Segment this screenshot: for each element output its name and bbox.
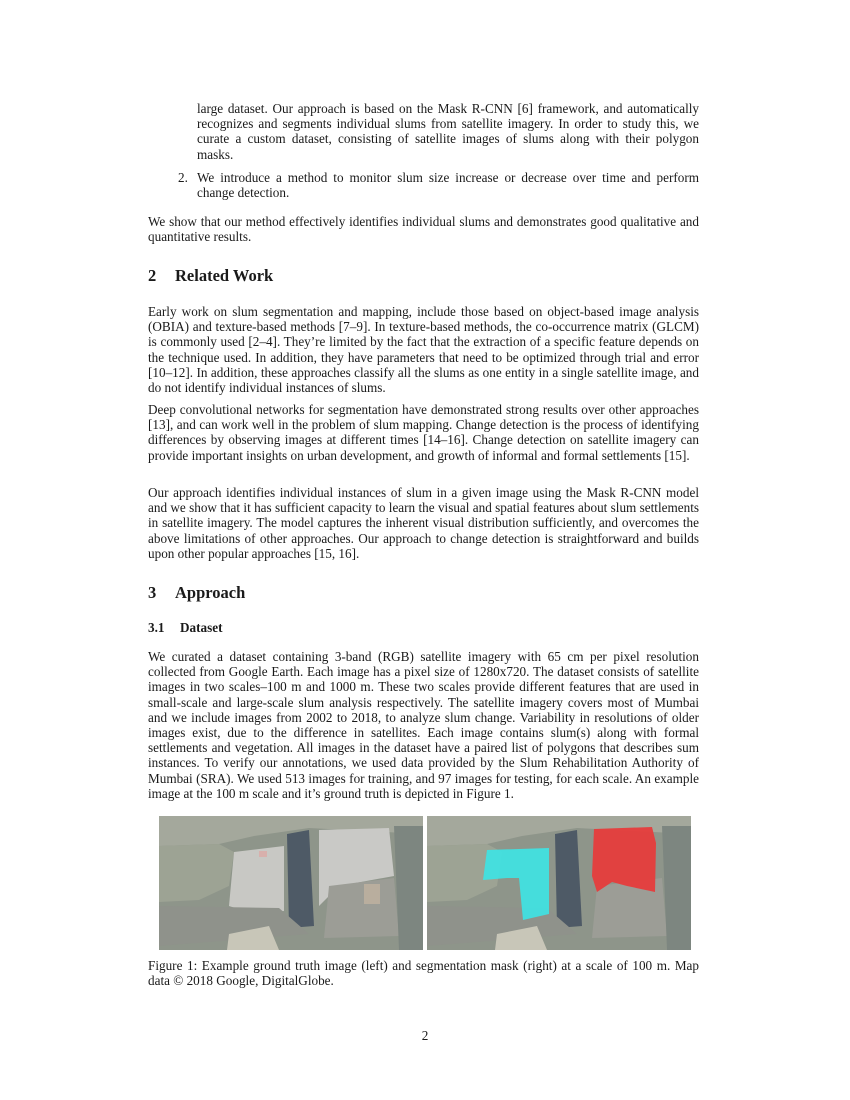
subsection-title: Dataset [180,620,223,635]
subsection-heading-dataset [148,620,222,635]
page-number: 2 [421,1028,429,1043]
contribution-item-1-continuation: large dataset. Our approach is based on the Mask R-CNN [6] framework, and automatically recognizes and segments individual slums from satellite imagery. In order to study this, we curate a custom dataset, consisting of satellite images of slums along with their polygon masks. [197,101,699,162]
intro-closing-paragraph: We show that our method effectively identifies individual slums and demonstrates good qualitative and quantitative results. [148,214,699,245]
figure-1-caption: Figure 1: Example ground truth image (left) and segmentation mask (right) at a scale of 100 m. Map data © 2018 Google, DigitalGlobe. [148,958,699,989]
section-heading-approach [148,584,245,602]
section-title: Related Work [175,266,274,285]
dataset-paragraph: We curated a dataset containing 3-band (RGB) satellite imagery with 65 cm per pixel resolution collected from Google Earth. Each image has a pixel size of 1280x720. The dataset consists of satellite images in two scales–100 m and 1000 m. These two scales provide different features that are used in small-scale and large-scale slum analysis respectively. The satellite imagery covers most of Mumbai and we include images from 2002 to 2018, to analyze slum change. Variability in resolutions of older images exist, due to the difference in satellites. Each image contains slum(s) along with formal settlements and vegetation. All images in the dataset have a paired list of polygons that describes sum instances. To verify our annotations, we used data provided by the Slum Rehabilitation Authority of Mumbai (SRA). We used 513 images for training, and 97 images for testing, for each scale. An example image at the 100 m scale and it’s ground truth is depicted in Figure 1. [148,649,699,801]
contribution-item-2-text: We introduce a method to monitor slum size increase or decrease over time and perform change detection. [197,170,699,201]
related-work-paragraph-1: Early work on slum segmentation and mapping, include those based on object-based image analysis (OBIA) and texture-based methods [7–9]. In texture-based methods, the co-occurrence matrix (GLCM) is commonly used [2–4]. They’re limited by the fact that the extraction of a specific feature depends on the technique used. In addition, they have parameters that need to be optimized through trial and error [10–12]. In addition, these approaches classify all the slums as one entity in a single satellite image, and do not identify individual instances of slums. [148,304,699,396]
section-title: Approach [175,583,246,602]
related-work-paragraph-3: Our approach identifies individual instances of slum in a given image using the Mask R-CNN model and we show that it has sufficient capacity to learn the visual and spatial features about slum settlements in satellite imagery. The model captures the inherent visual distribution sufficiently, and overcomes the above limitations of other approaches. Our approach to change detection is straightforward and builds upon other popular approaches [15, 16]. [148,485,699,561]
section-number: 3 [148,583,157,602]
figure-ground-truth-image [159,816,423,950]
figure-segmentation-mask-image [427,816,691,950]
related-work-paragraph-2: Deep convolutional networks for segmentation have demonstrated strong results over other approaches [13], and can work well in the problem of slum mapping. Change detection is the process of identifying differences by observing images at different times [14–16]. Change detection on satellite imagery can provide important insights on urban development, and growth of informal and formal settlements [15]. [148,402,699,463]
subsection-number: 3.1 [148,620,165,635]
section-number: 2 [148,266,157,285]
section-heading-related-work [148,267,273,285]
red-slum-mask [592,827,656,892]
contribution-item-2-number: 2. [178,170,188,185]
